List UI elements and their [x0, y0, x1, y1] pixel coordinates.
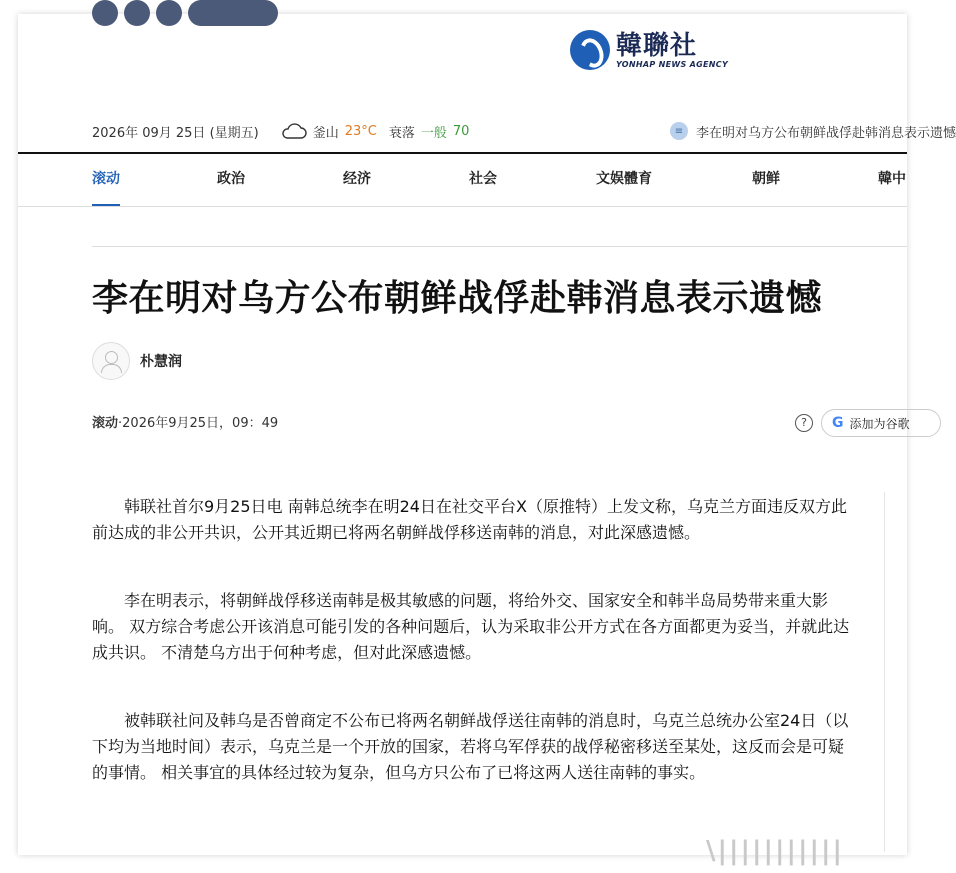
article-body — [92, 494, 852, 828]
share-icon[interactable] — [156, 0, 182, 26]
current-date: 2026年 09月 25日 (星期五) — [92, 125, 259, 141]
divider — [92, 246, 907, 247]
google-button-label: 添加为谷歌 — [849, 416, 910, 431]
logo-chinese: 韓聯社 — [616, 30, 698, 61]
google-icon: G — [832, 415, 844, 431]
nav-item-north-korea[interactable]: 朝鲜 — [752, 171, 780, 187]
nav-item-scroll[interactable]: 滚动 — [92, 154, 120, 204]
author-name: 朴慧润 — [140, 354, 182, 370]
site-logo[interactable] — [570, 30, 728, 70]
article-paragraph: 李在明表示，将朝鲜战俘移送南韩是极其敏感的问题，将给外交、国家安全和韩半岛局势带来重大影响。 双方综合考虑公开该消息可能引发的各种问题后，认为采取非公开方式在各方面都更为妥当，并就此达成共识。 不清楚乌方出于何种考虑，但对此深感遗憾。 — [92, 591, 850, 662]
news-ticker[interactable] — [670, 122, 956, 141]
weather-widget[interactable] — [281, 122, 470, 141]
info-bar — [92, 119, 956, 143]
meta-category[interactable]: 滚动 — [92, 416, 119, 431]
author-info[interactable] — [92, 342, 182, 380]
meta-time: ·2026年9月25日，09：49 — [118, 416, 279, 431]
article-paragraph: 韩联社首尔9月25日电 南韩总统李在明24日在社交平台X（原推特）上发文称，乌克兰方面违反双方此前达成的非公开共识，公开其近期已将两名朝鲜战俘移送南韩的消息，对此深感遗憾。 — [92, 497, 847, 542]
logo-english: YONHAP NEWS AGENCY — [616, 59, 729, 69]
weather-city: 釜山 — [312, 125, 339, 141]
article-paragraph: 被韩联社问及韩乌是否曾商定不公布已将两名朝鲜战俘送往南韩的消息时，乌克兰总统办公室24日（以下均为当地时间）表示，乌克兰是一个开放的国家，若将乌军俘获的战俘秘密移送至某处，这反而会是可疑的事情。 相关事宜的具体经过较为复杂，但乌方只公布了已将这两人送往南韩的事实。 — [92, 711, 849, 782]
share-icon[interactable] — [124, 0, 150, 26]
divider — [884, 492, 885, 852]
air-quality-value: 70 — [452, 123, 470, 139]
nav-item-entertainment-sports[interactable]: 文娱體育 — [596, 171, 652, 187]
cloud-icon — [281, 122, 307, 140]
nav-item-korea-china[interactable]: 韓中 — [878, 171, 906, 187]
article-headline: 李在明对乌方公布朝鲜战俘赴韩消息表示遗憾 — [92, 278, 823, 319]
avatar — [92, 342, 130, 380]
watermark: \||||||||||| — [706, 836, 844, 866]
help-icon[interactable]: ? — [795, 414, 813, 432]
weather-temp: 23°C — [344, 123, 377, 139]
air-quality-label: 衰落 — [388, 125, 415, 141]
ticker-text: 李在明对乌方公布朝鲜战俘赴韩消息表示遗憾 — [696, 125, 956, 141]
article-meta — [92, 412, 278, 431]
share-buttons — [92, 0, 278, 26]
nav-item-politics[interactable]: 政治 — [217, 171, 245, 187]
add-to-google-button[interactable] — [821, 409, 941, 437]
main-nav — [18, 152, 907, 207]
news-page — [18, 14, 956, 866]
nav-item-economy[interactable]: 经济 — [343, 171, 371, 187]
yonhap-logo-icon — [570, 30, 610, 70]
air-quality-status: 一般 — [420, 125, 447, 141]
nav-item-society[interactable]: 社会 — [469, 171, 497, 187]
share-button[interactable] — [188, 0, 278, 26]
share-icon[interactable] — [92, 0, 118, 26]
ticker-icon: ≡ — [670, 122, 688, 140]
